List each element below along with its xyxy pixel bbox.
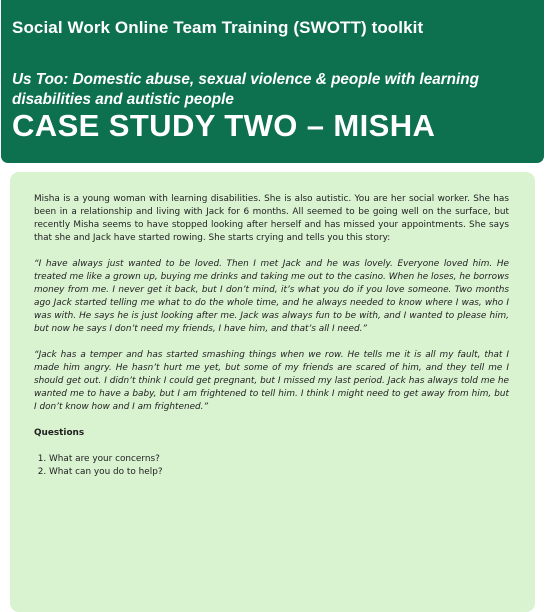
module-subtitle: Us Too: Domestic abuse, sexual violence & people with learning disabilities and autistic people	[12, 71, 479, 108]
header-banner	[1, 0, 544, 163]
intro-paragraph: Misha is a young woman with learning disabilities. She is also autistic. You are her social worker. She has been in a relationship and living with Jack for 6 months. All seemed to be going well on the surface, but recently Misha seems to have stopped looking after herself and has missed your appointments. She says that she and Jack have started rowing. She starts crying and tells you this story:	[34, 194, 509, 243]
question-item: 2. What can you do to help?	[49, 466, 509, 479]
toolkit-title: Social Work Online Team Training (SWOTT) toolkit	[12, 18, 424, 37]
page-title: CASE STUDY TWO – MISHA	[12, 108, 436, 143]
case-study-panel	[10, 172, 535, 612]
quote-paragraph-1: “I have always just wanted to be loved. Then I met Jack and he was lovely. Everyone loved him. He treated me like a grown up, buying me drinks and taking me out to the casino. When he loses, he borrows money from me. I never get it back, but I don’t mind, it’s what you do if you love someone. Two months ago Jack started telling me what to do the whole time, and he always needed to know where I was, who I was with. He says he is just looking after me. Jack was always fun to be with, and I wanted to please him, but now he says I don’t need my friends, I have him, and that’s all I need.”	[34, 259, 509, 334]
questions-heading: Questions	[34, 428, 85, 438]
quote-paragraph-2: “Jack has a temper and has started smashing things when we row. He tells me it is all my fault, that I made him angry. He hasn’t hurt me yet, but some of my friends are scared of him, and they tell me I should get out. I didn’t think I could get pregnant, but I missed my last period. Jack has always told me he wanted me to have a baby, but I am frightened to tell him. I think I might need to get away from him, but I don’t know how and I am frightened.”	[34, 350, 509, 412]
questions-list	[34, 453, 509, 479]
question-item: 1. What are your concerns?	[49, 453, 509, 466]
